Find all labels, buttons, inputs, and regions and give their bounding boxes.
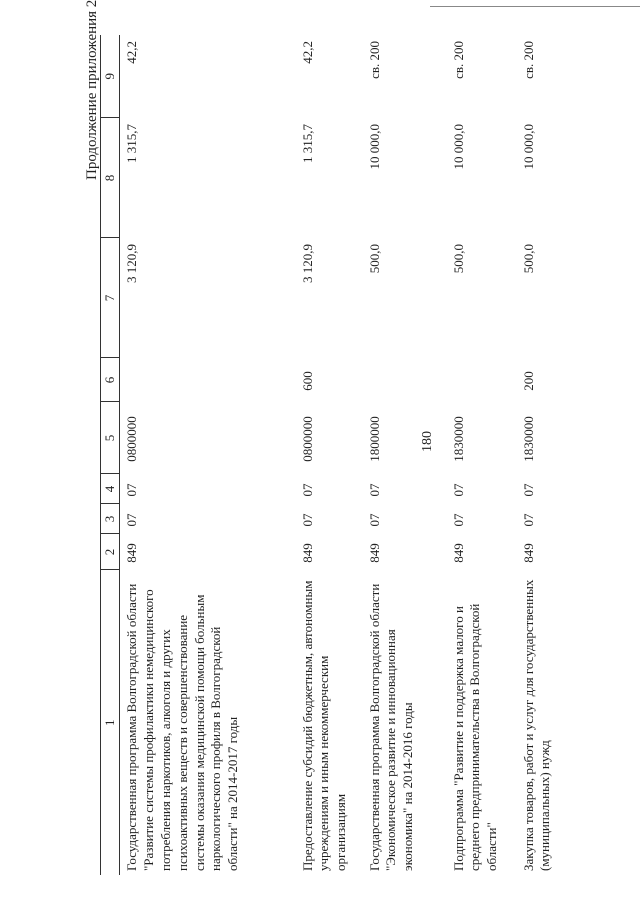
table-row bbox=[120, 35, 296, 875]
cell-amount-7: 500,0 bbox=[450, 244, 466, 274]
cell-amount-8: 10 000,0 bbox=[520, 124, 536, 170]
column-header-7: 7 bbox=[101, 238, 120, 358]
cell-amount-8: 10 000,0 bbox=[450, 124, 466, 170]
cell-target-article: 1800000 bbox=[366, 416, 382, 462]
column-header-3: 3 bbox=[101, 504, 120, 534]
column-header-1: 1 bbox=[101, 570, 120, 875]
row-description: Предоставление субсидий бюджетным, автономным учреждениям и иным некоммерческим организациям bbox=[299, 580, 349, 871]
budget-table-rotated bbox=[100, 35, 570, 875]
cell-section: 07 bbox=[366, 513, 382, 527]
page-number: 180 bbox=[420, 431, 435, 452]
cell-expense-type bbox=[447, 358, 517, 402]
cell-expense-type bbox=[120, 358, 296, 402]
cell-percent: 42,2 bbox=[299, 41, 315, 64]
cell-target-article: 0800000 bbox=[124, 416, 139, 462]
cell-ministry-code: 849 bbox=[520, 543, 536, 563]
column-header-6: 6 bbox=[101, 358, 120, 402]
column-header-9: 9 bbox=[101, 35, 120, 118]
column-header-4: 4 bbox=[101, 474, 120, 504]
cell-ministry-code: 849 bbox=[124, 543, 139, 563]
appendix-continuation-label: Продолжение приложения 2 bbox=[84, 0, 100, 180]
cell-subsection: 07 bbox=[366, 483, 382, 497]
cell-target-article: 0800000 bbox=[299, 416, 315, 462]
header-row bbox=[101, 35, 120, 875]
cell-ministry-code: 849 bbox=[299, 543, 315, 563]
cell-expense-type: 600 bbox=[299, 371, 315, 391]
budget-table bbox=[100, 35, 570, 875]
column-header-5: 5 bbox=[101, 402, 120, 474]
cell-ministry-code: 849 bbox=[450, 543, 466, 563]
cell-amount-7: 3 120,9 bbox=[124, 244, 139, 283]
cell-target-article: 1830000 bbox=[450, 416, 466, 462]
row-description: Закупка товаров, работ и услуг для государственных (муниципальных) нужд bbox=[520, 579, 553, 871]
table-row bbox=[447, 35, 517, 875]
cell-percent: св. 200 bbox=[366, 41, 382, 79]
cell-section: 07 bbox=[520, 513, 536, 527]
cell-percent: 42,2 bbox=[124, 41, 139, 64]
column-header-2: 2 bbox=[101, 534, 120, 570]
cell-amount-7: 500,0 bbox=[520, 244, 536, 274]
cell-amount-8: 1 315,7 bbox=[299, 124, 315, 163]
table-row bbox=[296, 35, 363, 875]
cell-subsection: 07 bbox=[450, 483, 466, 497]
cell-ministry-code: 849 bbox=[366, 543, 382, 563]
row-description: Подпрограмма "Развитие и поддержка малого и среднего предпринимательства в Волгоградской области" bbox=[450, 603, 500, 871]
column-header-8: 8 bbox=[101, 118, 120, 238]
cell-section: 07 bbox=[124, 513, 139, 527]
corner-rule bbox=[430, 0, 640, 7]
cell-section: 07 bbox=[299, 513, 315, 527]
cell-section: 07 bbox=[450, 513, 466, 527]
cell-expense-type bbox=[363, 358, 447, 402]
table-row bbox=[517, 35, 571, 875]
cell-amount-7: 3 120,9 bbox=[299, 244, 315, 283]
row-description: Государственная программа Волгоградской области "Экономическое развитие и инновационная экономика" на 2014-2016 годы bbox=[366, 583, 416, 871]
cell-subsection: 07 bbox=[520, 483, 536, 497]
cell-expense-type: 200 bbox=[520, 371, 536, 391]
cell-percent: св. 200 bbox=[520, 41, 536, 79]
cell-target-article: 1830000 bbox=[520, 416, 536, 462]
row-description: Государственная программа Волгоградской области "Развитие системы профилактики немедицинского потребления наркотиков, алкоголя и других психоактивных веществ и совершенствование системы оказания медицинской помощи больным наркологического профиля в Волгоградской области" на 2014-2017 годы bbox=[124, 583, 241, 871]
cell-amount-8: 1 315,7 bbox=[124, 124, 139, 163]
cell-amount-7: 500,0 bbox=[366, 244, 382, 274]
cell-percent: св. 200 bbox=[450, 41, 466, 79]
cell-amount-8: 10 000,0 bbox=[366, 124, 382, 170]
cell-subsection: 07 bbox=[299, 483, 315, 497]
table-row bbox=[363, 35, 447, 875]
cell-subsection: 07 bbox=[124, 483, 139, 497]
